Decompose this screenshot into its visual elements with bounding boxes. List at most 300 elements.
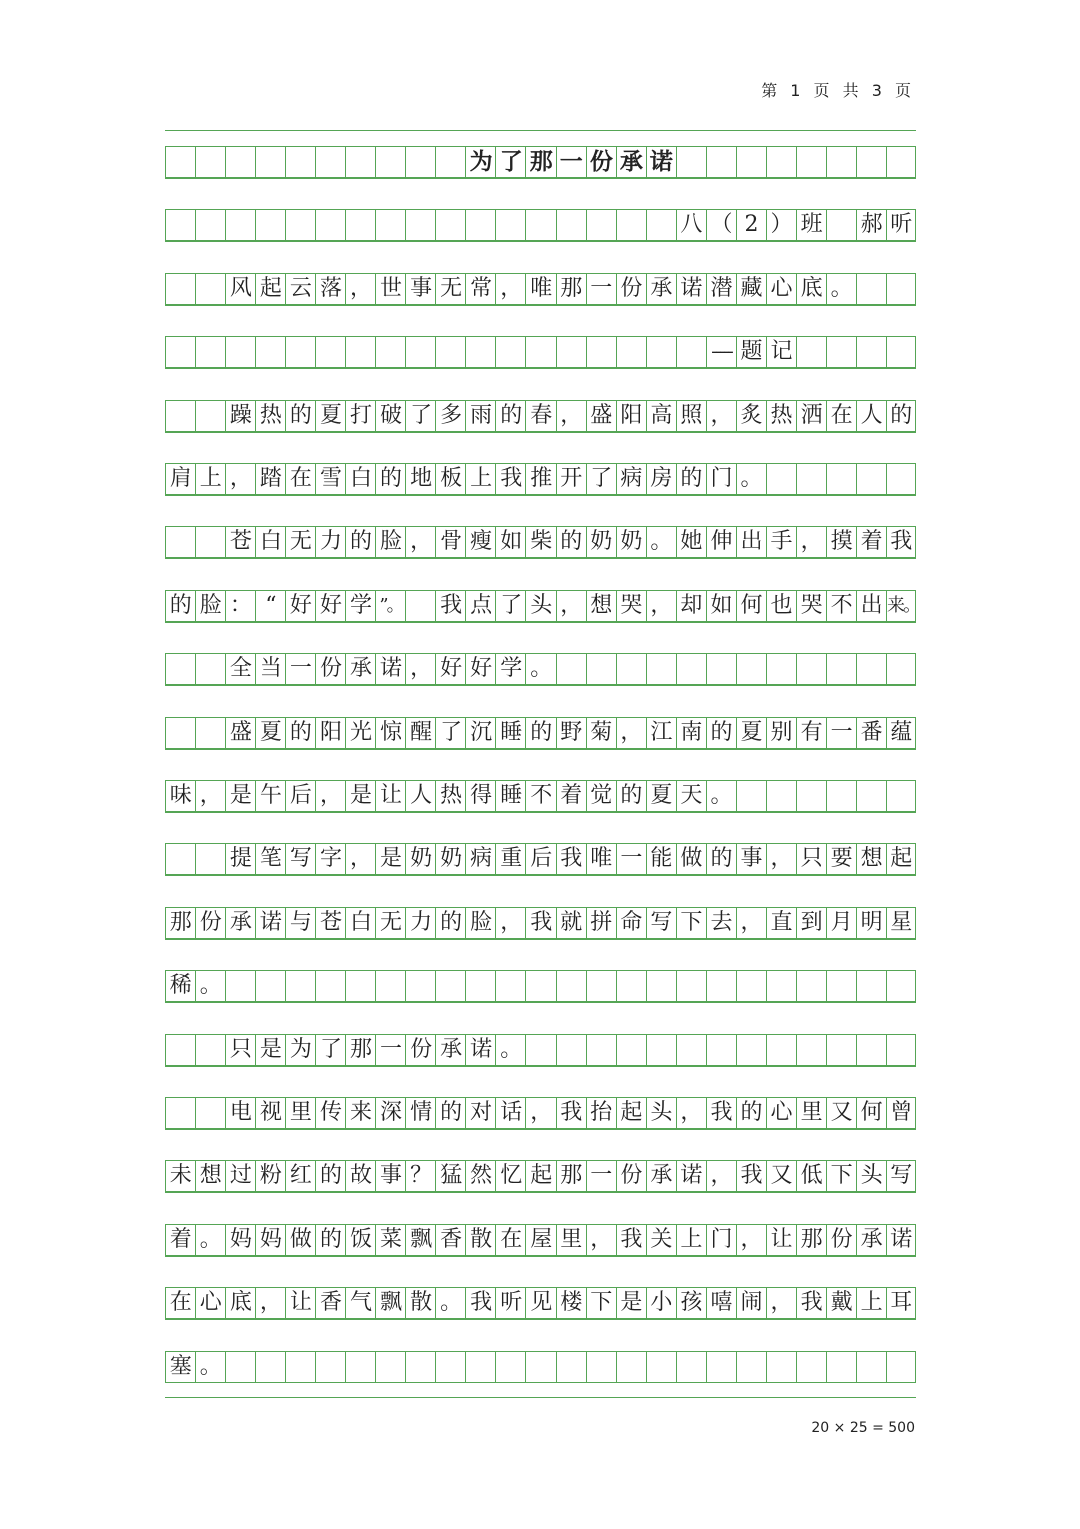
- grid-cell: [856, 464, 887, 494]
- grid-cell: [556, 1035, 587, 1065]
- grid-spacer: [165, 685, 916, 701]
- grid-cell: 诺: [465, 1035, 496, 1065]
- grid-cell: 与: [285, 908, 316, 938]
- grid-cell: 。: [195, 1225, 226, 1255]
- grid-cell: ，: [646, 591, 677, 621]
- grid-cell: [465, 971, 496, 1001]
- grid-cell: [375, 337, 406, 367]
- grid-cell: [465, 337, 496, 367]
- grid-cell: 脸: [465, 908, 496, 938]
- grid-cell: ，: [405, 527, 436, 557]
- grid-cell: 地: [405, 464, 436, 494]
- grid-cell: [435, 147, 466, 177]
- grid-cell: 诺: [676, 274, 707, 304]
- grid-cell: 。: [525, 654, 556, 684]
- grid-cell: [706, 1035, 737, 1065]
- grid-cell: 我: [525, 908, 556, 938]
- grid-cell: 对: [465, 1098, 496, 1128]
- grid-cell: [195, 718, 226, 748]
- grid-cell: 着: [556, 781, 587, 811]
- grid-cell: [646, 210, 677, 240]
- grid-cell: 脸: [195, 591, 226, 621]
- grid-cell: [495, 1352, 526, 1382]
- grid-cell: [375, 147, 406, 177]
- grid-cell: [165, 527, 196, 557]
- grid-cell: 的: [616, 781, 647, 811]
- grid-spacer: [165, 749, 916, 765]
- grid-row: [165, 146, 916, 178]
- grid-cell: -----: [706, 337, 737, 367]
- grid-cell: 。: [826, 274, 857, 304]
- grid-cell: 拼: [586, 908, 617, 938]
- grid-row: [165, 463, 916, 495]
- grid-cell: [195, 1035, 226, 1065]
- grid-cell: 骨: [435, 527, 466, 557]
- grid-cell: [225, 337, 256, 367]
- grid-cell: 好: [435, 654, 466, 684]
- grid-cell: [856, 781, 887, 811]
- grid-cell: 无: [375, 908, 406, 938]
- grid-cell: 头: [856, 1161, 887, 1191]
- grid-cell: 写: [285, 844, 316, 874]
- grid-cell: 让: [375, 781, 406, 811]
- grid-spacer: [165, 622, 916, 638]
- grid-row: [165, 1097, 916, 1129]
- grid-cell: [195, 401, 226, 431]
- grid-cell: [556, 654, 587, 684]
- grid-cell: 开: [556, 464, 587, 494]
- grid-cell: [345, 147, 376, 177]
- grid-cell: 板: [435, 464, 466, 494]
- grid-cell: [525, 1035, 556, 1065]
- grid-cell: 摸: [826, 527, 857, 557]
- grid-cell: 门: [706, 464, 737, 494]
- grid-cell: 是: [375, 844, 406, 874]
- grid-cell: [195, 147, 226, 177]
- grid-cell: [315, 147, 346, 177]
- grid-cell: 无: [285, 527, 316, 557]
- grid-cell: 惊: [375, 718, 406, 748]
- grid-cell: 忆: [495, 1161, 526, 1191]
- grid-cell: [646, 1035, 677, 1065]
- grid-spacer: [165, 178, 916, 194]
- grid-cell: [856, 1035, 887, 1065]
- grid-cell: 潜: [706, 274, 737, 304]
- grid-cell: 我: [616, 1225, 647, 1255]
- grid-cell: 耳: [886, 1288, 917, 1318]
- grid-cell: [886, 654, 917, 684]
- grid-cell: 来。: [886, 591, 917, 621]
- grid-cell: 只: [796, 844, 827, 874]
- grid-row: [165, 653, 916, 685]
- grid-row: [165, 526, 916, 558]
- grid-cell: [826, 1352, 857, 1382]
- grid-cell: [826, 971, 857, 1001]
- grid-cell: 香: [435, 1225, 466, 1255]
- grid-cell: [495, 337, 526, 367]
- grid-cell: [225, 971, 256, 1001]
- grid-cell: 肩: [165, 464, 196, 494]
- grid-row: [165, 780, 916, 812]
- grid-cell: [646, 654, 677, 684]
- grid-cell: 白: [345, 464, 376, 494]
- grid-cell: 醒: [405, 718, 436, 748]
- grid-cell: 藏: [736, 274, 767, 304]
- grid-cell: [796, 1352, 827, 1382]
- grid-cell: [405, 210, 436, 240]
- grid-cell: [676, 147, 707, 177]
- grid-cell: [345, 210, 376, 240]
- grid-cell: 楼: [556, 1288, 587, 1318]
- grid-cell: [826, 1035, 857, 1065]
- grid-cell: 那: [556, 1161, 587, 1191]
- grid-cell: 红: [285, 1161, 316, 1191]
- grid-row: [165, 843, 916, 875]
- grid-cell: 世: [375, 274, 406, 304]
- grid-cell: [225, 1352, 256, 1382]
- grid-cell: [195, 337, 226, 367]
- grid-cell: [345, 1352, 376, 1382]
- grid-cell: 热: [255, 401, 286, 431]
- grid-cell: [586, 1352, 617, 1382]
- grid-cell: [586, 210, 617, 240]
- grid-cell: 明: [856, 908, 887, 938]
- grid-cell: 脸: [375, 527, 406, 557]
- grid-cell: 起: [525, 1161, 556, 1191]
- grid-cell: 的: [435, 1098, 466, 1128]
- grid-cell: 多: [435, 401, 466, 431]
- grid-cell: ，: [736, 908, 767, 938]
- grid-cell: 夏: [736, 718, 767, 748]
- grid-cell: 她: [676, 527, 707, 557]
- grid-cell: [706, 971, 737, 1001]
- grid-cell: 到: [796, 908, 827, 938]
- grid-cell: [586, 971, 617, 1001]
- grid-cell: ，: [525, 1098, 556, 1128]
- grid-spacer: [165, 939, 916, 955]
- grid-spacer: [165, 1002, 916, 1018]
- grid-cell: [586, 337, 617, 367]
- grid-cell: 菊: [586, 718, 617, 748]
- grid-cell: 承: [435, 1035, 466, 1065]
- grid-cell: 睡: [495, 781, 526, 811]
- grid-cell: [405, 971, 436, 1001]
- grid-cell: 奶: [435, 844, 466, 874]
- grid-cell: 的: [495, 401, 526, 431]
- grid-cell: 的: [165, 591, 196, 621]
- grid-cell: ，: [706, 401, 737, 431]
- grid-cell: 夏: [646, 781, 677, 811]
- grid-spacer: [165, 495, 916, 511]
- grid-cell: [796, 337, 827, 367]
- grid-cell: 又: [826, 1098, 857, 1128]
- grid-cell: 有: [796, 718, 827, 748]
- grid-cell: [165, 844, 196, 874]
- grid-cell: [495, 971, 526, 1001]
- grid-cell: ，: [556, 401, 587, 431]
- grid-cell: [315, 337, 346, 367]
- grid-cell: 打: [345, 401, 376, 431]
- grid-spacer: [165, 305, 916, 321]
- grid-cell: 热: [435, 781, 466, 811]
- grid-cell: 飘: [405, 1225, 436, 1255]
- grid-cell: [195, 274, 226, 304]
- grid-cell: 不: [826, 591, 857, 621]
- grid-cell: ，: [796, 527, 827, 557]
- grid-cell: 热: [766, 401, 797, 431]
- grid-cell: 屋: [525, 1225, 556, 1255]
- grid-cell: 唯: [586, 844, 617, 874]
- grid-cell: [796, 1035, 827, 1065]
- grid-row: [165, 1287, 916, 1319]
- grid-cell: ，: [706, 1161, 737, 1191]
- grid-cell: ，: [255, 1288, 286, 1318]
- grid-cell: [165, 1098, 196, 1128]
- grid-row: [165, 400, 916, 432]
- grid-cell: [826, 337, 857, 367]
- grid-cell: 起: [886, 844, 917, 874]
- grid-cell: 好: [465, 654, 496, 684]
- grid-cell: 的: [886, 401, 917, 431]
- grid-cell: 份: [315, 654, 346, 684]
- grid-cell: 抬: [586, 1098, 617, 1128]
- grid-cell: 却: [676, 591, 707, 621]
- grid-row: [165, 590, 919, 622]
- grid-cell: 天: [676, 781, 707, 811]
- grid-cell: 了: [495, 591, 526, 621]
- grid-cell: 散: [405, 1288, 436, 1318]
- grid-cell: ，: [736, 1225, 767, 1255]
- grid-cell: 的: [345, 527, 376, 557]
- grid-cell: [616, 1035, 647, 1065]
- grid-cell: ，: [495, 274, 526, 304]
- grid-cell: 夏: [255, 718, 286, 748]
- grid-cell: [766, 781, 797, 811]
- grid-cell: [886, 337, 917, 367]
- grid-cell: 午: [255, 781, 286, 811]
- grid-cell: 头: [525, 591, 556, 621]
- grid-cell: 是: [616, 1288, 647, 1318]
- grid-cell: [195, 210, 226, 240]
- grid-cell: [315, 1352, 346, 1382]
- grid-cell: 野: [556, 718, 587, 748]
- grid-cell: 份: [826, 1225, 857, 1255]
- grid-cell: 稀: [165, 971, 196, 1001]
- grid-cell: 为: [465, 147, 496, 177]
- grid-cell: 常: [465, 274, 496, 304]
- grid-cell: [435, 1352, 466, 1382]
- grid-cell: [856, 337, 887, 367]
- grid-cell: 八: [676, 210, 707, 240]
- grid-cell: 事: [405, 274, 436, 304]
- grid-cell: [375, 971, 406, 1001]
- grid-cell: 盛: [586, 401, 617, 431]
- grid-cell: [195, 527, 226, 557]
- grid-cell: 孩: [676, 1288, 707, 1318]
- grid-row: [165, 717, 916, 749]
- grid-cell: 底: [796, 274, 827, 304]
- grid-cell: 起: [255, 274, 286, 304]
- grid-cell: 。: [736, 464, 767, 494]
- grid-cell: 心: [766, 1098, 797, 1128]
- grid-cell: 的: [525, 718, 556, 748]
- grid-cell: 雪: [315, 464, 346, 494]
- grid-cell: [556, 1352, 587, 1382]
- grid-cell: [465, 1352, 496, 1382]
- grid-cell: 故: [345, 1161, 376, 1191]
- grid-cell: [255, 210, 286, 240]
- grid-cell: [285, 1352, 316, 1382]
- grid-cell: ，: [676, 1098, 707, 1128]
- grid-cell: 。: [706, 781, 737, 811]
- grid-cell: 沉: [465, 718, 496, 748]
- grid-cell: （: [706, 210, 737, 240]
- grid-cell: [826, 654, 857, 684]
- grid-cell: 出: [856, 591, 887, 621]
- grid-cell: 躁: [225, 401, 256, 431]
- grid-spacer: [165, 812, 916, 828]
- grid-cell: [796, 464, 827, 494]
- grid-cell: 只: [225, 1035, 256, 1065]
- grid-cell: 那: [796, 1225, 827, 1255]
- grid-cell: 房: [646, 464, 677, 494]
- grid-cell: 月: [826, 908, 857, 938]
- grid-cell: 那: [165, 908, 196, 938]
- grid-cell: [646, 337, 677, 367]
- grid-cell: 诺: [375, 654, 406, 684]
- grid-cell: 何: [736, 591, 767, 621]
- grid-cell: 传: [315, 1098, 346, 1128]
- grid-cell: 春: [525, 401, 556, 431]
- grid-cell: 当: [255, 654, 286, 684]
- grid-cell: 推: [525, 464, 556, 494]
- grid-cell: 菜: [375, 1225, 406, 1255]
- grid-cell: 的: [676, 464, 707, 494]
- grid-cell: 承: [225, 908, 256, 938]
- grid-cell: 。: [435, 1288, 466, 1318]
- grid-cell: 妈: [255, 1225, 286, 1255]
- grid-cell: [375, 1352, 406, 1382]
- grid-cell: [375, 210, 406, 240]
- grid-cell: ，: [766, 1288, 797, 1318]
- page-indicator: 第 1 页 共 3 页: [761, 81, 915, 100]
- grid-cell: [405, 1352, 436, 1382]
- grid-cell: ，: [766, 844, 797, 874]
- manuscript-grid: [165, 130, 919, 1398]
- grid-cell: [646, 971, 677, 1001]
- grid-cell: 别: [766, 718, 797, 748]
- grid-cell: 那: [525, 147, 556, 177]
- grid-cell: [285, 971, 316, 1001]
- grid-cell: [255, 337, 286, 367]
- grid-cell: [165, 1035, 196, 1065]
- grid-cell: [646, 1352, 677, 1382]
- grid-cell: 力: [405, 908, 436, 938]
- grid-cell: [315, 210, 346, 240]
- grid-cell: [826, 147, 857, 177]
- grid-cell: 去: [706, 908, 737, 938]
- grid-cell: 我: [556, 844, 587, 874]
- grid-cell: 高: [646, 401, 677, 431]
- grid-row: [165, 1160, 916, 1192]
- grid-spacer: [165, 1066, 916, 1082]
- grid-cell: [796, 971, 827, 1001]
- grid-cell: 光: [345, 718, 376, 748]
- grid-cell: 份: [586, 147, 617, 177]
- grid-cell: 炙: [736, 401, 767, 431]
- grid-cell: 事: [736, 844, 767, 874]
- grid-cell: [435, 337, 466, 367]
- grid-cell: 学: [495, 654, 526, 684]
- grid-cell: 学: [345, 591, 376, 621]
- grid-cell: 上: [676, 1225, 707, 1255]
- grid-cell: [886, 1035, 917, 1065]
- grid-cell: [195, 1098, 226, 1128]
- grid-cell: 一: [285, 654, 316, 684]
- grid-cell: 。: [646, 527, 677, 557]
- grid-cell: [405, 591, 436, 621]
- grid-cell: 我: [495, 464, 526, 494]
- grid-cell: 也: [766, 591, 797, 621]
- grid-cell: 起: [616, 1098, 647, 1128]
- grid-cell: 情: [405, 1098, 436, 1128]
- grid-cell: 承: [856, 1225, 887, 1255]
- grid-cell: [766, 654, 797, 684]
- grid-cell: 听: [495, 1288, 526, 1318]
- grid-cell: 做: [676, 844, 707, 874]
- grid-cell: 写: [646, 908, 677, 938]
- grid-cell: 题: [736, 337, 767, 367]
- grid-cell: 诺: [646, 147, 677, 177]
- grid-cell: 记: [766, 337, 797, 367]
- grid-cell: [255, 1352, 286, 1382]
- grid-cell: 奶: [586, 527, 617, 557]
- grid-cell: 猛: [435, 1161, 466, 1191]
- grid-cell: 想: [856, 844, 887, 874]
- grid-cell: 来: [345, 1098, 376, 1128]
- grid-cell: 的: [315, 1161, 346, 1191]
- grid-cell: 瘦: [465, 527, 496, 557]
- grid-cell: 气: [345, 1288, 376, 1318]
- grid-cell: 伸: [706, 527, 737, 557]
- grid-cell: 好: [285, 591, 316, 621]
- grid-cell: 着: [165, 1225, 196, 1255]
- grid-cell: 阳: [616, 401, 647, 431]
- grid-cell: 那: [345, 1035, 376, 1065]
- grid-cell: 低: [796, 1161, 827, 1191]
- grid-cell: 一: [586, 274, 617, 304]
- grid-cell: [856, 1352, 887, 1382]
- grid-cell: 盛: [225, 718, 256, 748]
- grid-cell: 人: [856, 401, 887, 431]
- grid-cell: 落: [315, 274, 346, 304]
- grid-cell: [315, 971, 346, 1001]
- grid-cell: [886, 1352, 917, 1382]
- grid-spacer: [165, 1256, 916, 1272]
- grid-row: [165, 1224, 916, 1256]
- grid-cell: 。: [195, 1352, 226, 1382]
- grid-cell: 心: [195, 1288, 226, 1318]
- grid-cell: [676, 337, 707, 367]
- grid-cell: 一: [826, 718, 857, 748]
- grid-cell: [856, 654, 887, 684]
- grid-cell: [736, 147, 767, 177]
- grid-cell: [405, 147, 436, 177]
- grid-cell: 下: [826, 1161, 857, 1191]
- grid-cell: [886, 147, 917, 177]
- grid-cell: ，: [616, 718, 647, 748]
- grid-cell: 哭: [796, 591, 827, 621]
